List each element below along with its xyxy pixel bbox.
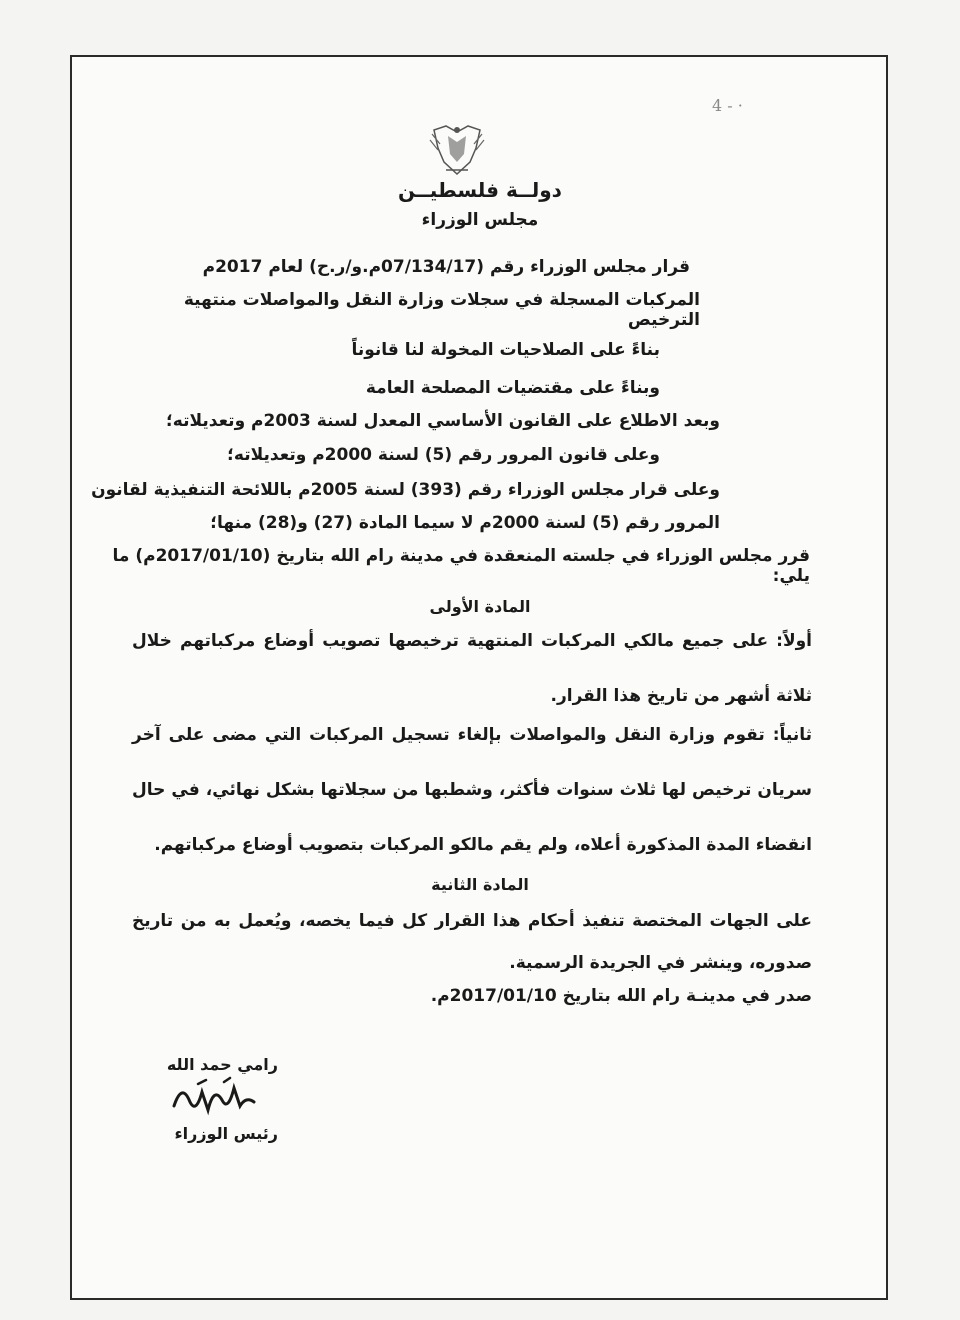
handwritten-signature <box>168 1076 258 1118</box>
decree-title: قرار مجلس الوزراء رقم (07/134/17م.و/ر.ح) لعام 2017م <box>202 257 690 277</box>
signatory-title: رئيس الوزراء <box>174 1124 278 1143</box>
council-name: مجلس الوزراء <box>421 210 539 230</box>
preamble-line: وعلى قرار مجلس الوزراء رقم (393) لسنة 2005م باللائحة التنفيذية لقانون <box>91 480 720 500</box>
article-1-clause-1: أولاً: على جميع مالكي المركبات المنتهية ترخيصها تصويب أوضاع مركباتهم خلال ثلاثة أشهر من تاريخ هذا القرار. <box>132 631 812 706</box>
signatory-name: رامي حمد الله <box>166 1055 278 1074</box>
eagle-emblem-icon <box>426 118 488 180</box>
preamble-line: المرور رقم (5) لسنة 2000م لا سيما المادة (27) و(28) منها؛ <box>210 513 720 533</box>
article-2-text: على الجهات المختصة تنفيذ أحكام هذا القرار كل فيما يخصه، ويُعمل به من تاريخ صدوره، وينشر في الجريدة الرسمية. <box>132 911 812 973</box>
state-name: دولــة فلسطيــن <box>398 178 562 202</box>
preamble-line: وعلى قانون المرور رقم (5) لسنة 2000م وتعديلاته؛ <box>227 445 660 465</box>
article-1-heading: المادة الأولى <box>429 597 531 616</box>
corner-mark: 4 - · <box>712 96 743 115</box>
preamble-line: قرر مجلس الوزراء في جلسته المنعقدة في مدينة رام الله بتاريخ (2017/01/10م) ما يلي: <box>112 546 810 586</box>
article-1-clause-2: ثانياً: تقوم وزارة النقل والمواصلات بإلغاء تسجيل المركبات التي مضى على آخر سريان ترخيص لها ثلاث سنوات فأكثر، وشطبها من سجلاتها بشكل نهائي، في حال انقضاء المدة المذكورة أعلاه، ولم يقم مالكو المركبات بتصويب أوضاع مركباتهم. <box>132 725 812 855</box>
article-2-heading: المادة الثانية <box>431 875 529 894</box>
preamble-line: بناءً على الصلاحيات المخولة لنا قانوناً <box>351 340 660 360</box>
preamble-line: وبناءً على مقتضيات المصلحة العامة <box>365 378 660 398</box>
preamble-line: وبعد الاطلاع على القانون الأساسي المعدل لسنة 2003م وتعديلاته؛ <box>165 411 720 431</box>
decree-subject: المركبات المسجلة في سجلات وزارة النقل والمواصلات منتهية الترخيص <box>183 290 700 330</box>
issue-line: صدر في مدينـة رام الله بتاريخ 2017/01/10م. <box>430 986 812 1006</box>
